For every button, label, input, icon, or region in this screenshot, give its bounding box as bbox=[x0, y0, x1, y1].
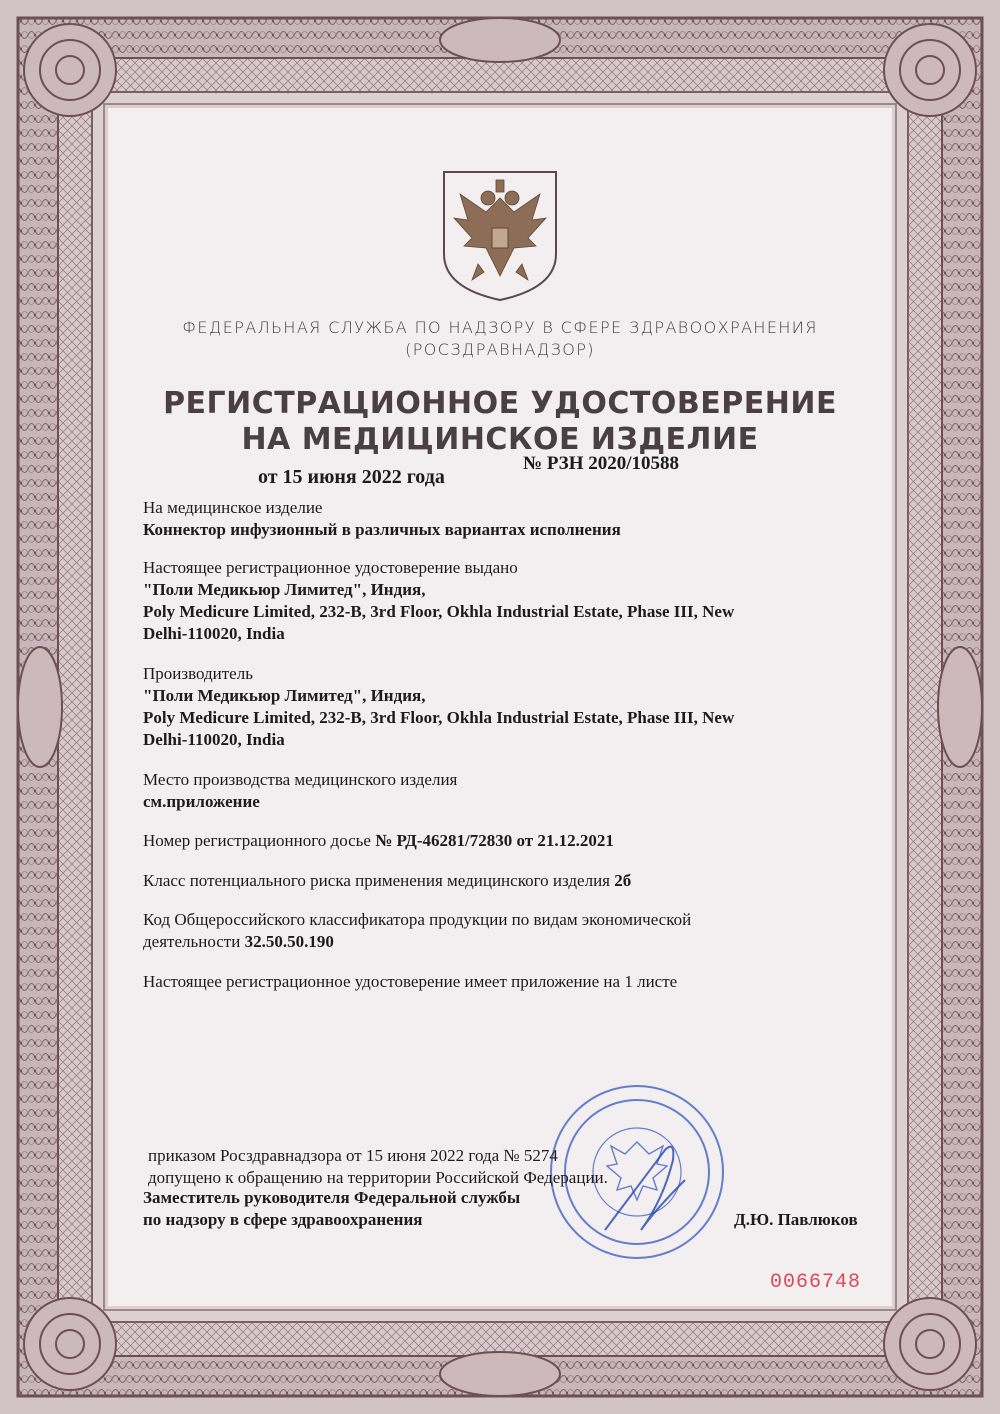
issued-to-line1: "Поли Медикьюр Лимитед", Индия, bbox=[143, 580, 426, 599]
issue-date: от 15 июня 2022 года bbox=[258, 466, 445, 488]
issued-to-line3: Delhi-110020, India bbox=[143, 624, 285, 643]
device-label: На медицинское изделие bbox=[143, 498, 323, 517]
manufacturer-line2: Poly Medicure Limited, 232-B, 3rd Floor, Okhla Industrial Estate, Phase III, New bbox=[143, 708, 735, 727]
signatory-title-line2: по надзору в сфере здравоохранения bbox=[143, 1210, 423, 1229]
serial-number: 0066748 bbox=[770, 1271, 862, 1294]
agency-abbreviation: (РОСЗДРАВНАДЗОР) bbox=[405, 340, 595, 359]
certificate-title-line2: НА МЕДИЦИНСКОЕ ИЗДЕЛИЕ bbox=[241, 422, 759, 457]
signatory-name: Д.Ю. Павлюков bbox=[734, 1210, 858, 1229]
okpd-line2 bbox=[143, 931, 334, 952]
production-site-label: Место производства медицинского изделия bbox=[143, 770, 458, 789]
risk-class-label: Класс потенциального риска применения медицинского изделия bbox=[143, 871, 615, 890]
issued-to-line2: Poly Medicure Limited, 232-B, 3rd Floor, Okhla Industrial Estate, Phase III, New bbox=[143, 602, 735, 621]
certificate-title-line1: РЕГИСТРАЦИОННОЕ УДОСТОВЕРЕНИЕ bbox=[163, 386, 837, 421]
coat-of-arms-eagle-icon bbox=[438, 168, 562, 304]
order-line2: допущено к обращению на территории Российской Федерации. bbox=[148, 1168, 608, 1187]
okpd-value: 32.50.50.190 bbox=[244, 932, 334, 951]
appendix-note: Настоящее регистрационное удостоверение имеет приложение на 1 листе bbox=[143, 972, 678, 991]
dossier-label: Номер регистрационного досье bbox=[143, 831, 376, 850]
okpd-label: Код Общероссийского классификатора продукции по видам экономической bbox=[143, 910, 692, 929]
dossier-line bbox=[143, 830, 614, 851]
manufacturer-line3: Delhi-110020, India bbox=[143, 730, 285, 749]
risk-class-line bbox=[143, 870, 631, 891]
agency-name: ФЕДЕРАЛЬНАЯ СЛУЖБА ПО НАДЗОРУ В СФЕРЕ ЗДРАВООХРАНЕНИЯ bbox=[182, 318, 818, 337]
device-name: Коннектор инфузионный в различных вариантах исполнения bbox=[143, 520, 621, 539]
order-line1: приказом Росздравнадзора от 15 июня 2022 года № 5274 bbox=[148, 1146, 558, 1165]
risk-class-value: 2б bbox=[614, 871, 632, 890]
dossier-value: № РД-46281/72830 от 21.12.2021 bbox=[375, 831, 614, 850]
production-site-value: см.приложение bbox=[143, 792, 260, 811]
manufacturer-line1: "Поли Медикьюр Лимитед", Индия, bbox=[143, 686, 426, 705]
registration-number: № РЗН 2020/10588 bbox=[523, 453, 680, 474]
signatory-title-line1: Заместитель руководителя Федеральной службы bbox=[143, 1188, 521, 1207]
manufacturer-label: Производитель bbox=[143, 664, 253, 683]
issued-to-label: Настоящее регистрационное удостоверение выдано bbox=[143, 558, 518, 577]
okpd-label2: деятельности bbox=[143, 932, 245, 951]
